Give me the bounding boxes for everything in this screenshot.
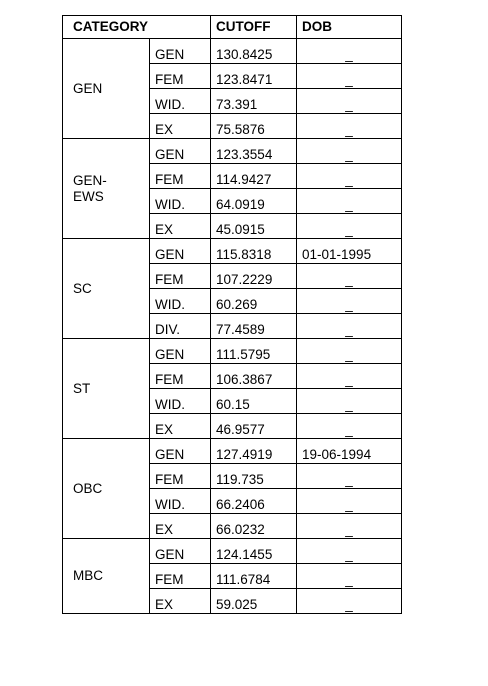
dob-cell: _ [297,414,402,439]
dob-cell: _ [297,564,402,589]
header-category: CATEGORY [63,16,211,39]
subcategory-cell: EX [150,114,211,139]
subcategory-cell: GEN [150,439,211,464]
cutoff-cell: 60.269 [211,289,297,314]
dob-cell: _ [297,189,402,214]
cutoff-cell: 123.3554 [211,139,297,164]
dob-cell: _ [297,39,402,64]
cutoff-cell: 107.2229 [211,264,297,289]
dob-cell: _ [297,164,402,189]
cutoff-cell: 119.735 [211,464,297,489]
dob-cell: 19-06-1994 [297,439,402,464]
cutoff-cell: 115.8318 [211,239,297,264]
dob-cell: 01-01-1995 [297,239,402,264]
cutoff-cell: 114.9427 [211,164,297,189]
dob-cell: _ [297,464,402,489]
subcategory-cell: EX [150,589,211,614]
header-cutoff: CUTOFF [211,16,297,39]
cutoff-cell: 45.0915 [211,214,297,239]
cutoff-cell: 77.4589 [211,314,297,339]
table-row [63,239,402,264]
category-label: OBC [73,480,103,496]
table-row [63,539,402,564]
table-row [63,339,402,364]
cutoff-cell: 46.9577 [211,414,297,439]
cutoff-cell: 130.8425 [211,39,297,64]
cutoff-cell: 59.025 [211,589,297,614]
category-cell [63,339,150,439]
dob-cell: _ [297,364,402,389]
dob-cell: _ [297,114,402,139]
table-body [63,39,402,614]
subcategory-cell: GEN [150,239,211,264]
header-row [63,16,402,39]
subcategory-cell: FEM [150,264,211,289]
subcategory-cell: FEM [150,64,211,89]
table-row [63,39,402,64]
header-dob: DOB [297,16,402,39]
dob-cell: _ [297,339,402,364]
dob-cell: _ [297,264,402,289]
dob-cell: _ [297,489,402,514]
category-cell [63,539,150,614]
subcategory-cell: FEM [150,164,211,189]
table-row [63,139,402,164]
dob-cell: _ [297,89,402,114]
category-cell [63,139,150,239]
dob-cell: _ [297,389,402,414]
subcategory-cell: FEM [150,464,211,489]
dob-cell: _ [297,514,402,539]
category-label: EWS [73,188,104,204]
subcategory-cell: WID. [150,389,211,414]
dob-cell: _ [297,64,402,89]
subcategory-cell: WID. [150,289,211,314]
cutoff-cell: 123.8471 [211,64,297,89]
cutoff-cell: 66.0232 [211,514,297,539]
cutoff-cell: 66.2406 [211,489,297,514]
subcategory-cell: DIV. [150,314,211,339]
category-label: SC [73,280,92,296]
subcategory-cell: FEM [150,564,211,589]
subcategory-cell: GEN [150,539,211,564]
dob-cell: _ [297,289,402,314]
dob-cell: _ [297,139,402,164]
dob-cell: _ [297,314,402,339]
table-row [63,439,402,464]
cutoff-cell: 106.3867 [211,364,297,389]
cutoff-table [62,15,402,614]
subcategory-cell: WID. [150,89,211,114]
category-cell [63,439,150,539]
category-cell [63,239,150,339]
dob-cell: _ [297,539,402,564]
cutoff-cell: 124.1455 [211,539,297,564]
subcategory-cell: GEN [150,339,211,364]
category-label: ST [73,380,91,396]
category-label: GEN- [73,172,107,188]
category-label: MBC [73,568,103,583]
cutoff-cell: 73.391 [211,89,297,114]
cutoff-cell: 64.0919 [211,189,297,214]
cutoff-cell: 127.4919 [211,439,297,464]
subcategory-cell: WID. [150,189,211,214]
dob-cell: _ [297,589,402,614]
subcategory-cell: EX [150,414,211,439]
cutoff-cell: 60.15 [211,389,297,414]
subcategory-cell: EX [150,514,211,539]
dob-cell: _ [297,214,402,239]
category-label: GEN [73,80,103,96]
subcategory-cell: EX [150,214,211,239]
cutoff-cell: 75.5876 [211,114,297,139]
cutoff-cell: 111.5795 [211,339,297,364]
subcategory-cell: FEM [150,364,211,389]
subcategory-cell: GEN [150,39,211,64]
subcategory-cell: WID. [150,489,211,514]
subcategory-cell: GEN [150,139,211,164]
category-cell [63,39,150,139]
cutoff-cell: 111.6784 [211,564,297,589]
